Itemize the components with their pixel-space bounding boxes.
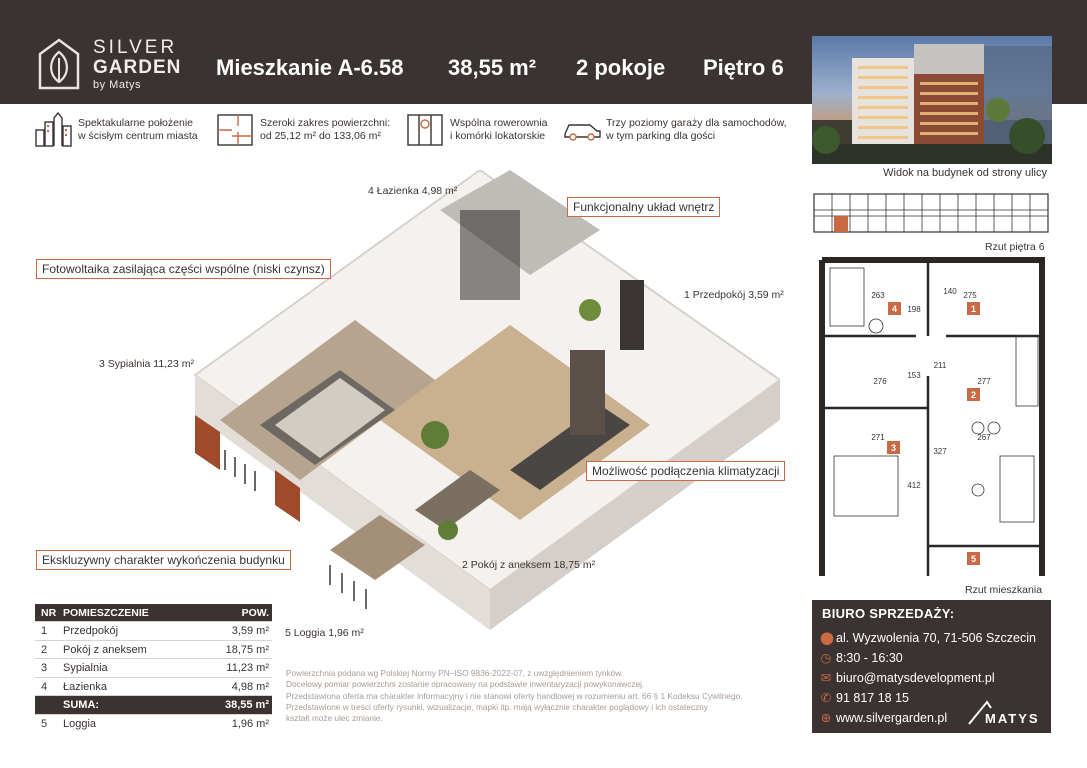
table-row — [35, 622, 272, 641]
cell-room: Łazienka — [63, 680, 108, 693]
cell-room: Przedpokój — [63, 625, 119, 637]
plant — [579, 299, 601, 321]
header-nr: NR — [41, 607, 57, 619]
disclaimer-line: Powierzchnia podana wg Polskiej Normy PN–ISO 9836-2022-07, z uwzględnieniem tynków. — [286, 668, 624, 678]
plan-room-number: 1 — [970, 304, 977, 314]
feature-line: w ścisłym centrum miasta — [78, 130, 198, 142]
building-photo — [812, 36, 1052, 164]
photo-caption: Widok na budynek od strony ulicy — [883, 167, 1047, 179]
floor-plan-caption: Rzut piętra 6 — [985, 241, 1045, 253]
building-floor-plan — [812, 188, 1050, 238]
callout-interior: Funkcjonalny układ wnętrz — [567, 197, 720, 217]
globe-icon: ⊕ — [820, 711, 832, 725]
plan-dimension: 267 — [977, 433, 991, 442]
sales-phone-text[interactable]: 91 817 18 15 — [836, 691, 909, 705]
apartment-highlight — [834, 216, 848, 232]
cell-room: Pokój z aneksem — [63, 643, 147, 656]
plan-room-number: 4 — [891, 304, 898, 314]
table-row — [35, 678, 272, 697]
entrance-door — [620, 280, 644, 350]
callout-ac: Możliwość podłączenia klimatyzacji — [586, 461, 785, 481]
matys-logo-text: MATYS — [985, 711, 1040, 726]
plan-dimension: 140 — [943, 287, 957, 296]
feature-line: Szeroki zakres powierzchni: — [260, 117, 391, 129]
plan-room-number: 5 — [970, 554, 977, 564]
feature-line: i komórki lokatorskie — [450, 130, 546, 142]
plan-room-number: 3 — [890, 443, 897, 453]
disclaimer-line: Przedstawiona oferta ma charakter informacyjny i nie stanowi oferty handlowej w rozumieniu art. 66 § 1 Kodeksu Cywilnego. — [286, 690, 743, 701]
clock-icon: ◷ — [820, 651, 832, 665]
sum-label: SUMA: — [63, 699, 100, 711]
cell-nr: 5 — [41, 717, 48, 730]
feature-line: od 25,12 m² do 133,06 m² — [260, 130, 381, 142]
cell-area: 4,98 m² — [231, 680, 269, 693]
location-pin-icon: ⬤ — [820, 631, 834, 645]
label-loggia: 5 Loggia 1,96 m² — [285, 627, 364, 639]
label-bedroom: 3 Sypialnia 11,23 m² — [99, 358, 194, 370]
feature-line: Trzy poziomy garaży dla samochodów, — [606, 117, 787, 129]
callout-photovoltaics: Fotowoltaika zasilająca części wspólne (niski czynsz) — [36, 259, 331, 279]
sales-website[interactable] — [820, 710, 947, 725]
label-bathroom: 4 Łazienka 4,98 m² — [368, 185, 458, 197]
header-room: POMIESZCZENIE — [63, 607, 149, 619]
building-illustration — [812, 36, 1052, 164]
plant — [438, 520, 458, 540]
sum-value: 38,55 m² — [224, 699, 269, 711]
sales-email[interactable] — [820, 670, 995, 685]
plan-dimension: 271 — [871, 433, 885, 442]
label-living: 2 Pokój z aneksem 18,75 m² — [462, 559, 596, 571]
feature-line: w tym parking dla gości — [606, 130, 716, 142]
table-header — [35, 604, 272, 622]
kitchen-tall-unit — [570, 350, 605, 435]
brand-name — [93, 38, 181, 91]
plan-dimension: 327 — [933, 447, 947, 456]
mail-icon: ✉ — [820, 671, 832, 685]
brand-line1: SILVER — [93, 37, 178, 58]
cell-area: 18,75 m² — [225, 643, 269, 656]
plan-dimension: 275 — [963, 291, 977, 300]
feature-line: Spektakularne położenie — [78, 117, 193, 129]
rooms-table — [35, 604, 272, 733]
apartment-title: Mieszkanie A-6.58 — [216, 55, 404, 80]
disclaimer-line: kształt może ulec zmianie. — [286, 713, 383, 724]
sales-title: BIURO SPRZEDAŻY: — [822, 606, 955, 621]
apartment-area: 38,55 m² — [448, 55, 537, 80]
sales-website-text[interactable]: www.silvergarden.pl — [836, 711, 948, 725]
city-buildings-icon — [34, 112, 74, 148]
label-hallway: 1 Przedpokój 3,59 m² — [684, 289, 784, 301]
unit-floor-plan — [816, 256, 1048, 582]
table-row — [35, 659, 272, 678]
phone-icon: ✆ — [820, 691, 832, 705]
cell-room: Sypialnia — [63, 662, 108, 674]
cell-area: 11,23 m² — [226, 662, 269, 674]
disclaimer-line: Przedstawione w treści oferty rysunki, wizualizacje, mapki itp. mają wyłącznie charakter poglądowy i ich ostateczny — [286, 701, 708, 712]
feature-line: Wspólna rowerownia — [450, 117, 548, 129]
sales-address-text: al. Wyzwolenia 70, 71-506 Szczecin — [836, 631, 1036, 645]
sales-address — [820, 630, 1036, 645]
disclaimer-line: Docelowy pomiar powierzchni zostanie opracowany na podstawie inwentaryzacji powykonawczej. — [286, 679, 645, 690]
apartment-floor: Piętro 6 — [703, 55, 784, 80]
cell-area: 1,96 m² — [231, 717, 269, 730]
callout-exclusive: Ekskluzywny charakter wykończenia budynku — [36, 550, 291, 570]
header-area: POW. — [241, 607, 269, 619]
table-row — [35, 641, 272, 660]
sales-email-text[interactable]: biuro@matysdevelopment.pl — [836, 671, 995, 685]
plan-dimension: 211 — [933, 361, 947, 370]
cell-nr: 3 — [41, 662, 48, 674]
brand-line2: GARDEN — [93, 57, 182, 78]
brand-line3: by Matys — [93, 79, 142, 91]
sales-office-box — [812, 600, 1051, 733]
floor-plan-icon — [216, 112, 256, 148]
sales-hours-text: 8:30 - 16:30 — [836, 651, 903, 665]
plan-dimension: 412 — [907, 481, 921, 490]
car-icon — [562, 112, 602, 148]
cell-nr: 2 — [41, 643, 48, 656]
plan-dimension: 276 — [873, 377, 887, 386]
plan-dimension: 277 — [977, 377, 991, 386]
matys-logo-icon — [967, 698, 1047, 728]
plan-dimension: 263 — [871, 291, 885, 300]
disclaimer-text — [286, 668, 801, 724]
storage-lockers-icon — [406, 112, 446, 148]
table-row-loggia — [35, 715, 272, 734]
unit-plan-caption: Rzut mieszkania — [965, 584, 1043, 596]
cell-nr: 4 — [41, 680, 48, 693]
plant — [421, 421, 449, 449]
plan-room-number: 2 — [970, 390, 977, 400]
table-sum-row — [35, 696, 272, 715]
feature-text — [606, 117, 846, 143]
sales-phone[interactable] — [820, 690, 909, 705]
silver-garden-logo-icon — [36, 36, 82, 92]
cell-nr: 1 — [41, 625, 48, 637]
cell-room: Loggia — [63, 717, 97, 730]
sales-hours — [820, 650, 903, 665]
cell-area: 3,59 m² — [231, 625, 269, 637]
plan-dimension: 198 — [907, 305, 921, 314]
plan-dimension: 153 — [907, 371, 921, 380]
shower-glass — [460, 210, 520, 300]
apartment-rooms: 2 pokoje — [576, 55, 666, 80]
